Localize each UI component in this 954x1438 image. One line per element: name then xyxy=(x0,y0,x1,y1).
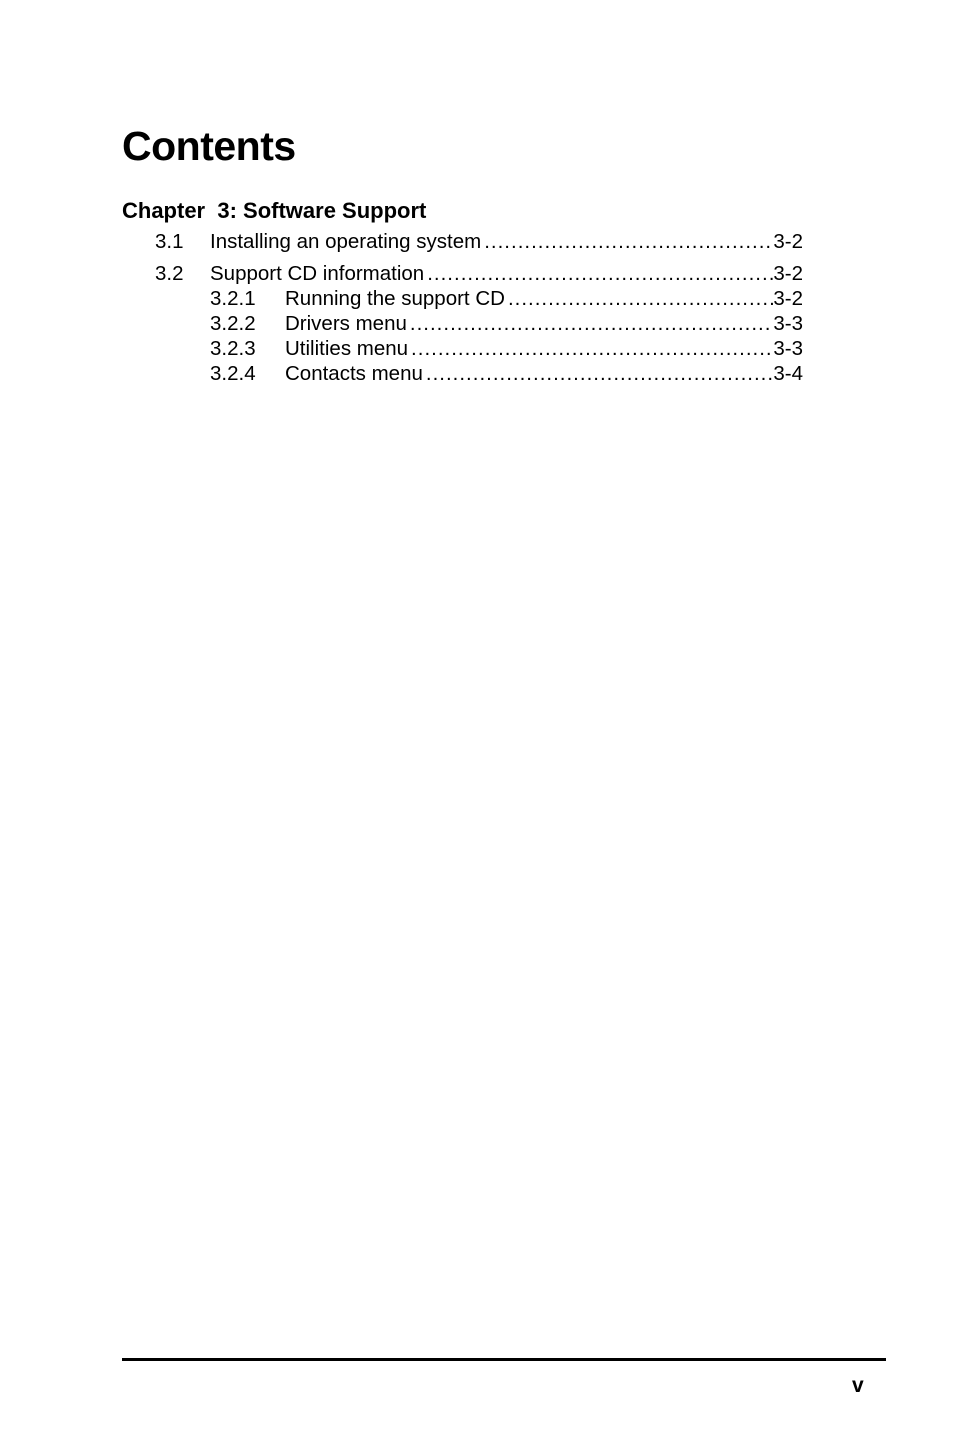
toc-dot-leader xyxy=(508,286,773,312)
toc-section-title: Installing an operating system xyxy=(210,230,482,253)
toc-section-title: Support CD information xyxy=(210,262,425,285)
toc-section-title: Running the support CD xyxy=(285,287,505,310)
toc-entry-3-2-1[interactable] xyxy=(210,286,803,312)
toc-dot-leader xyxy=(410,311,773,337)
toc-entry-3-2[interactable] xyxy=(155,261,803,287)
footer-rule xyxy=(122,1358,886,1361)
toc-page-number: 3-2 xyxy=(773,287,803,310)
toc-page-number: 3-4 xyxy=(773,362,803,385)
toc-dot-leader xyxy=(411,336,773,362)
toc-section-title: Contacts menu xyxy=(285,362,423,385)
toc-section-number: 3.2.1 xyxy=(210,287,256,310)
toc-entry-3-1[interactable] xyxy=(155,229,803,255)
page-title: Contents xyxy=(122,123,296,169)
toc-dot-leader xyxy=(484,229,773,255)
toc-page-number: 3-3 xyxy=(773,312,803,335)
toc-section-number: 3.2 xyxy=(155,262,184,285)
toc-section-title: Utilities menu xyxy=(285,337,409,360)
toc-entry-3-2-2[interactable] xyxy=(210,311,803,337)
page-number: v xyxy=(852,1374,864,1397)
toc-section-number: 3.2.4 xyxy=(210,362,256,385)
toc-section-title: Drivers menu xyxy=(285,312,407,335)
toc-dot-leader xyxy=(427,261,773,287)
toc-page-number: 3-2 xyxy=(773,230,803,253)
toc-entry-3-2-4[interactable] xyxy=(210,361,803,387)
toc-section-number: 3.2.2 xyxy=(210,312,256,335)
toc-section-number: 3.2.3 xyxy=(210,337,256,360)
toc-section-number: 3.1 xyxy=(155,230,184,253)
toc-page-number: 3-2 xyxy=(773,262,803,285)
toc-dot-leader xyxy=(426,361,773,387)
toc-page-number: 3-3 xyxy=(773,337,803,360)
chapter-heading: Chapter 3: Software Support xyxy=(122,198,427,223)
toc-entry-3-2-3[interactable] xyxy=(210,336,803,362)
